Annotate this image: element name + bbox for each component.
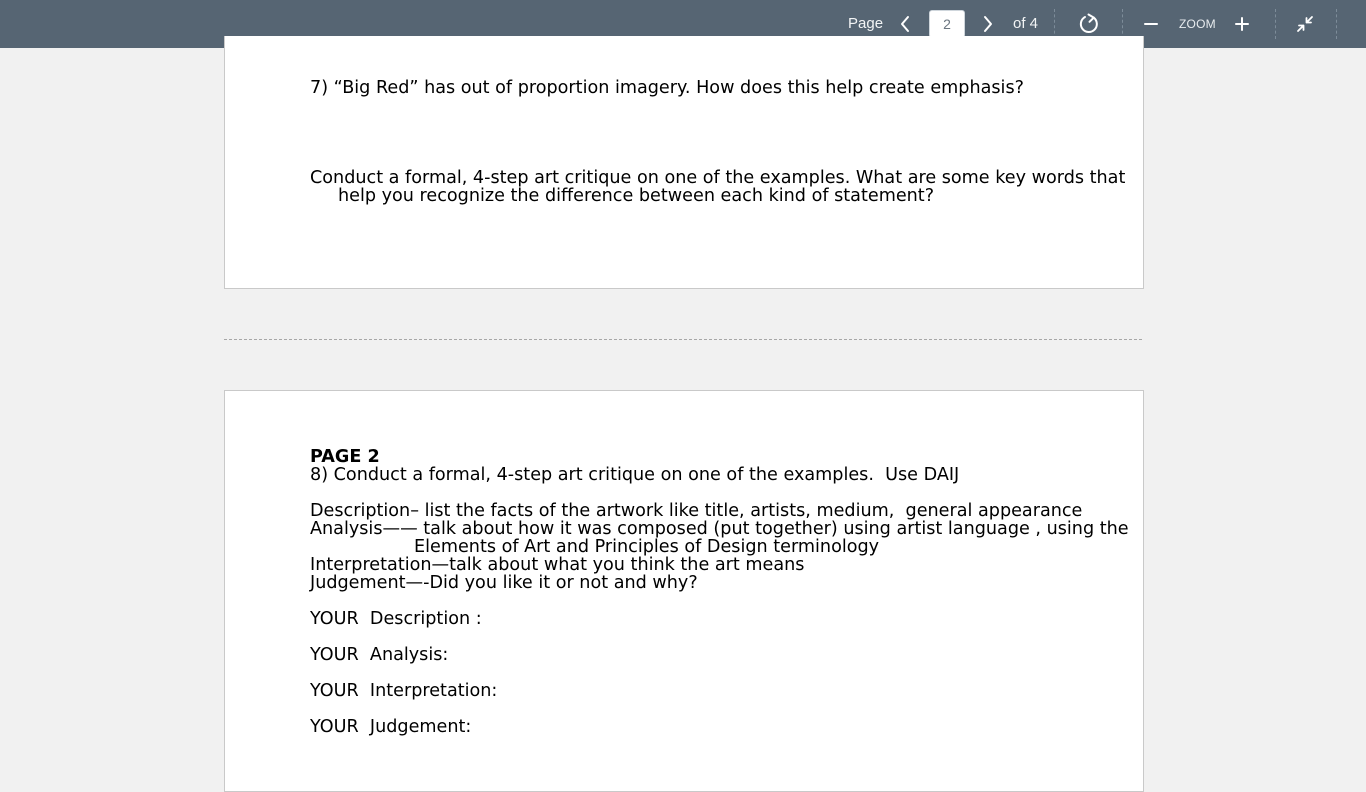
your-analysis-label: YOUR Analysis: [310,645,449,665]
document-page-1 [224,36,1144,289]
critique-prompt-line-1: Conduct a formal, 4-step art critique on one of the examples. What are some key words that [310,168,1126,188]
toolbar-divider [1054,9,1055,39]
analysis-definition-line-1: Analysis—— talk about how it was composed (put together) using artist language , using the [310,519,1129,539]
rotate-icon[interactable] [1077,12,1101,36]
page-number-input[interactable] [929,10,965,38]
interpretation-definition: Interpretation—talk about what you think the art means [310,555,805,575]
page-count-label: of 4 [1013,15,1039,32]
toolbar-divider [1122,9,1123,39]
question-7: 7) “Big Red” has out of proportion imagery. How does this help create emphasis? [310,78,1024,98]
question-8: 8) Conduct a formal, 4-step art critique on one of the examples. Use DAIJ [310,465,960,485]
critique-prompt-line-2: help you recognize the difference between each kind of statement? [338,186,935,206]
page-heading: PAGE 2 [310,447,380,467]
your-description-label: YOUR Description : [310,609,482,629]
document-page-2 [224,390,1144,792]
plus-icon[interactable] [1230,12,1254,36]
judgement-definition: Judgement—-Did you like it or not and why? [310,573,698,593]
toolbar-divider [1336,9,1337,39]
collapse-icon[interactable] [1293,12,1317,36]
zoom-label: ZOOM [1179,17,1216,31]
your-interpretation-label: YOUR Interpretation: [310,681,498,701]
page-label: Page [848,15,884,32]
analysis-definition-line-2: Elements of Art and Principles of Design terminology [414,537,880,557]
description-definition: Description– list the facts of the artwork like title, artists, medium, general appearance [310,501,1083,521]
chevron-left-icon[interactable] [893,12,917,36]
chevron-right-icon[interactable] [976,12,1000,36]
page-break-divider [224,339,1142,340]
minus-icon[interactable] [1139,12,1163,36]
your-judgement-label: YOUR Judgement: [310,717,472,737]
toolbar-divider [1275,9,1276,39]
